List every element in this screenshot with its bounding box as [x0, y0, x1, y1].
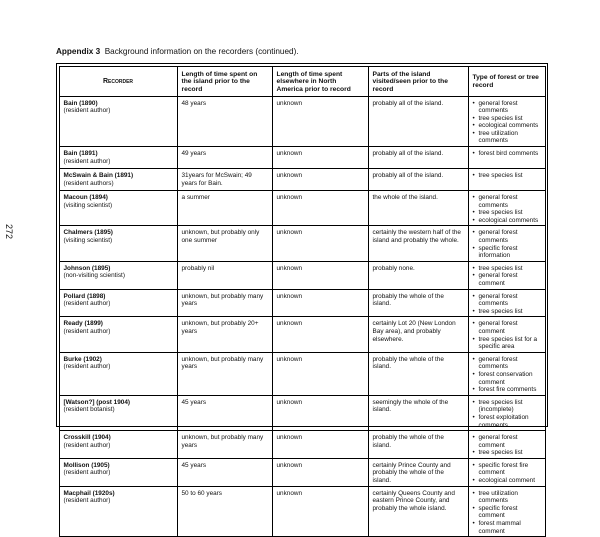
time-elsewhere-cell: unknown [272, 96, 368, 147]
table-caption [56, 47, 299, 56]
parts-cell: probably the whole of the island. [368, 352, 468, 395]
time-island-cell: unknown, but probably only one summer [177, 226, 272, 261]
record-type-cell [468, 352, 545, 395]
time-elsewhere-cell: unknown [272, 261, 368, 289]
time-elsewhere-cell: unknown [272, 458, 368, 486]
header-parts: Parts of the island visited/seen prior to the record [368, 66, 468, 96]
parts-cell: certainly the western half of the island and probably the whole. [368, 226, 468, 261]
table-row [59, 289, 545, 317]
recorder-cell [59, 352, 177, 395]
header-type: Type of forest or tree record [468, 66, 545, 96]
header-recorder: Recorder [59, 66, 177, 96]
recorder-role: (resident botanist) [64, 406, 173, 414]
recorder-name: Burke (1902) [64, 356, 173, 364]
table-row [59, 169, 545, 191]
record-type-item: • ecological comment [473, 477, 541, 485]
time-island-cell: 45 years [177, 395, 272, 430]
recorder-role: (resident authors) [64, 180, 173, 188]
parts-cell: probably the whole of the island. [368, 431, 468, 459]
recorder-cell [59, 395, 177, 430]
time-elsewhere-cell: unknown [272, 486, 368, 537]
record-type-cell [468, 191, 545, 226]
time-elsewhere-cell: unknown [272, 226, 368, 261]
time-elsewhere-cell: unknown [272, 169, 368, 191]
time-elsewhere-cell: unknown [272, 317, 368, 352]
record-type-item: • general forest comments [473, 293, 541, 308]
table-row [59, 486, 545, 537]
recorder-cell [59, 261, 177, 289]
record-type-item: • forest fire comments [473, 386, 541, 394]
table-row [59, 96, 545, 147]
recorder-name: Macoun (1894) [64, 194, 173, 202]
recorder-cell [59, 96, 177, 147]
record-type-cell [468, 458, 545, 486]
recorder-cell [59, 147, 177, 169]
record-type-list [473, 100, 541, 146]
recorder-name: Mollison (1905) [64, 462, 173, 470]
record-type-list [473, 434, 541, 457]
record-type-cell [468, 169, 545, 191]
recorder-role: (resident author) [64, 328, 173, 336]
record-type-item: • general forest comment [473, 320, 541, 335]
recorder-name: Chalmers (1895) [64, 229, 173, 237]
time-elsewhere-cell: unknown [272, 395, 368, 430]
record-type-list [473, 172, 541, 180]
record-type-item: • forest conservation comment [473, 371, 541, 386]
time-island-cell: unknown, but probably many years [177, 289, 272, 317]
parts-cell: probably none. [368, 261, 468, 289]
header-row [59, 66, 545, 96]
record-type-item: • specific forest fire comment [473, 462, 541, 477]
record-type-list [473, 462, 541, 485]
time-elsewhere-cell: unknown [272, 352, 368, 395]
record-type-item: • specific forest information [473, 245, 541, 260]
parts-cell: the whole of the island. [368, 191, 468, 226]
recorder-cell [59, 317, 177, 352]
record-type-item: • tree species list (incomplete) [473, 399, 541, 414]
record-type-cell [468, 226, 545, 261]
table-row [59, 395, 545, 430]
parts-cell: certainly Lot 20 (New London Bay area), and probably elsewhere. [368, 317, 468, 352]
parts-cell: seemingly the whole of the island. [368, 395, 468, 430]
record-type-cell [468, 431, 545, 459]
record-type-item: • forest exploitation comments [473, 414, 541, 429]
record-type-list [473, 293, 541, 316]
record-type-cell [468, 96, 545, 147]
parts-cell: probably the whole of the island. [368, 289, 468, 317]
table-row [59, 431, 545, 459]
time-island-cell: unknown, but probably 20+ years [177, 317, 272, 352]
page-number: 272 [4, 224, 14, 239]
recorder-cell [59, 431, 177, 459]
recorder-role: (resident author) [64, 363, 173, 371]
time-island-cell: 50 to 60 years [177, 486, 272, 537]
recorder-role: (resident author) [64, 107, 173, 115]
record-type-list [473, 150, 541, 158]
table-frame [56, 63, 548, 427]
record-type-item: • general forest comments [473, 100, 541, 115]
table-row [59, 226, 545, 261]
recorder-role: (resident author) [64, 158, 173, 166]
recorder-cell [59, 169, 177, 191]
recorder-role: (non-visiting scientist) [64, 272, 173, 280]
recorder-role: (resident author) [64, 442, 173, 450]
record-type-item: • ecological comments [473, 217, 541, 225]
recorder-name: Ready (1899) [64, 320, 173, 328]
record-type-item: • tree species list [473, 209, 541, 217]
recorder-cell [59, 226, 177, 261]
recorder-name: Crosskill (1904) [64, 434, 173, 442]
table-row [59, 458, 545, 486]
time-elsewhere-cell: unknown [272, 191, 368, 226]
time-island-cell: 45 years [177, 458, 272, 486]
record-type-item: • tree species list [473, 265, 541, 273]
table-row [59, 191, 545, 226]
record-type-item: • tree species list for a specific area [473, 336, 541, 351]
recorder-role: (resident author) [64, 300, 173, 308]
record-type-item: • general forest comments [473, 194, 541, 209]
recorder-name: Bain (1891) [64, 150, 173, 158]
record-type-item: • general forest comment [473, 434, 541, 449]
record-type-cell [468, 486, 545, 537]
record-type-list [473, 194, 541, 224]
header-time-island: Length of time spent on the island prior to the record [177, 66, 272, 96]
recorder-name: Johnson (1895) [64, 265, 173, 273]
recorder-name: [Watson?] (post 1904) [64, 399, 173, 407]
time-elsewhere-cell: unknown [272, 431, 368, 459]
recorder-name: McSwain & Bain (1891) [64, 172, 173, 180]
recorder-cell [59, 289, 177, 317]
recorder-cell [59, 486, 177, 537]
record-type-item: • general forest comments [473, 229, 541, 244]
recorder-role: (resident author) [64, 497, 173, 505]
recorder-role: (resident author) [64, 469, 173, 477]
table-body [59, 96, 545, 537]
record-type-list [473, 265, 541, 288]
recorder-cell [59, 458, 177, 486]
record-type-item: • forest bird comments [473, 150, 541, 158]
parts-cell: probably all of the island. [368, 169, 468, 191]
record-type-list [473, 399, 541, 429]
record-type-item: • tree utilization comments [473, 130, 541, 145]
table-row [59, 317, 545, 352]
recorder-name: Bain (1890) [64, 100, 173, 108]
appendix-label: Appendix 3 [56, 47, 100, 56]
record-type-item: • tree species list [473, 449, 541, 457]
record-type-item: • specific forest comment [473, 505, 541, 520]
recorders-table [59, 66, 546, 537]
record-type-item: • tree species list [473, 172, 541, 180]
recorder-role: (visiting scientist) [64, 237, 173, 245]
record-type-cell [468, 261, 545, 289]
table-row [59, 352, 545, 395]
record-type-item: • forest mammal comment [473, 520, 541, 535]
time-island-cell: a summer [177, 191, 272, 226]
record-type-list [473, 229, 541, 259]
record-type-item: • ecological comments [473, 122, 541, 130]
time-elsewhere-cell: unknown [272, 289, 368, 317]
record-type-list [473, 320, 541, 350]
parts-cell: certainly Prince County and probably the whole of the island. [368, 458, 468, 486]
record-type-cell [468, 147, 545, 169]
time-island-cell: unknown, but probably many years [177, 431, 272, 459]
record-type-cell [468, 289, 545, 317]
table-row [59, 261, 545, 289]
caption-text: Background information on the recorders (continued). [105, 47, 299, 56]
record-type-item: • general forest comments [473, 356, 541, 371]
record-type-cell [468, 317, 545, 352]
recorder-name: Pollard (1898) [64, 293, 173, 301]
recorder-role: (visiting scientist) [64, 202, 173, 210]
table-row [59, 147, 545, 169]
parts-cell: certainly Queens County and eastern Prince County, and probably the whole island. [368, 486, 468, 537]
record-type-item: • tree species list [473, 115, 541, 123]
recorder-cell [59, 191, 177, 226]
time-island-cell: probably nil [177, 261, 272, 289]
time-island-cell: unknown, but probably many years [177, 352, 272, 395]
header-time-elsewhere: Length of time spent elsewhere in North America prior to record [272, 66, 368, 96]
parts-cell: probably all of the island. [368, 147, 468, 169]
parts-cell: probably all of the island. [368, 96, 468, 147]
record-type-item: • general forest comment [473, 272, 541, 287]
record-type-item: • tree utilization comments [473, 490, 541, 505]
record-type-item: • tree species list [473, 308, 541, 316]
time-island-cell: 49 years [177, 147, 272, 169]
record-type-list [473, 490, 541, 536]
time-island-cell: 31years for McSwain; 49 years for Bain. [177, 169, 272, 191]
recorder-name: Macphail (1920s) [64, 490, 173, 498]
record-type-cell [468, 395, 545, 430]
time-island-cell: 48 years [177, 96, 272, 147]
time-elsewhere-cell: unknown [272, 147, 368, 169]
record-type-list [473, 356, 541, 394]
